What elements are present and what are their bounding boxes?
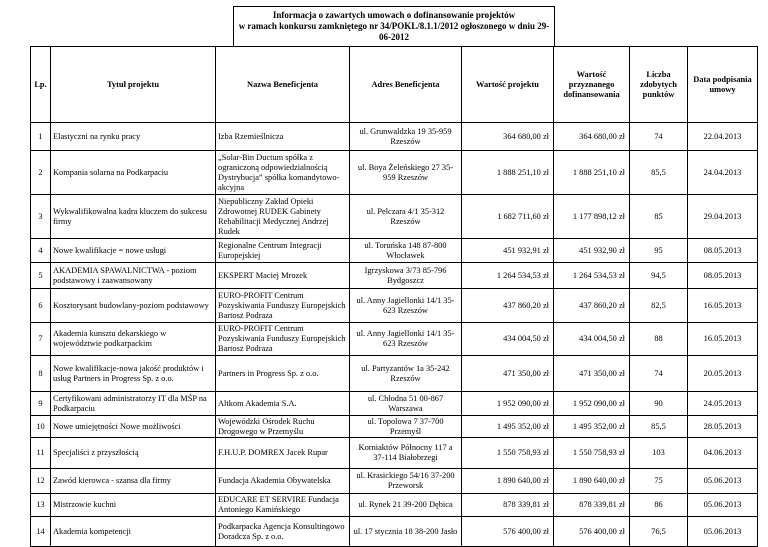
cell-date: 05.06.2013 bbox=[688, 469, 758, 494]
table-row bbox=[31, 356, 758, 392]
cell-points: 85 bbox=[630, 195, 688, 239]
cell-value: 471 350,00 zł bbox=[462, 356, 554, 392]
header-beneficiary: Nazwa Beneficjenta bbox=[216, 47, 350, 123]
document-sheet bbox=[30, 6, 757, 547]
cell-title: Kompania solarna na Podkarpaciu bbox=[51, 151, 216, 195]
cell-points: 74 bbox=[630, 356, 688, 392]
cell-beneficiary: EURO-PROFIT Centrum Pozyskiwania Funduszy Europejskich Bartosz Podraza bbox=[216, 323, 350, 356]
cell-title: Akademia kunsztu dekarskiego w województwie podkarpackim bbox=[51, 323, 216, 356]
cell-beneficiary: F.H.U.P. DOMREX Jacek Rupar bbox=[216, 438, 350, 469]
cell-funding: 1 550 758,93 zł bbox=[554, 438, 630, 469]
title-line-1: Informacja o zawartych umowach o dofinansowanie projektów bbox=[272, 10, 516, 20]
cell-beneficiary: Altkom Akademia S.A. bbox=[216, 392, 350, 416]
table-row bbox=[31, 151, 758, 195]
cell-funding: 576 400,00 zł bbox=[554, 517, 630, 547]
cell-title: Zawód kierowca - szansa dla firmy bbox=[51, 469, 216, 494]
table-row bbox=[31, 438, 758, 469]
cell-beneficiary: Podkarpacka Agencja Konsultingowo Doradcza Sp. z o.o. bbox=[216, 517, 350, 547]
cell-value: 878 339,81 zł bbox=[462, 494, 554, 517]
cell-beneficiary: Regionalne Centrum Integracji Europejskiej bbox=[216, 239, 350, 263]
cell-address: ul. Partyzantów 1a 35-242 Rzeszów bbox=[350, 356, 462, 392]
cell-funding: 451 932,90 zł bbox=[554, 239, 630, 263]
cell-address: ul. Krasickiego 54/16 37-200 Przeworsk bbox=[350, 469, 462, 494]
cell-points: 75 bbox=[630, 469, 688, 494]
contracts-table bbox=[30, 46, 758, 547]
cell-funding: 1 264 534,53 zł bbox=[554, 263, 630, 289]
cell-beneficiary: EKSPERT Maciej Mrozek bbox=[216, 263, 350, 289]
cell-date: 16.05.2013 bbox=[688, 323, 758, 356]
cell-lp: 13 bbox=[31, 494, 51, 517]
cell-funding: 471 350,00 zł bbox=[554, 356, 630, 392]
table-row bbox=[31, 263, 758, 289]
table-row bbox=[31, 392, 758, 416]
cell-value: 1 952 090,00 zł bbox=[462, 392, 554, 416]
cell-date: 16.05.2013 bbox=[688, 289, 758, 323]
table-row bbox=[31, 494, 758, 517]
table-header-row bbox=[31, 47, 758, 123]
table-row bbox=[31, 517, 758, 547]
header-address: Adres Beneficjenta bbox=[350, 47, 462, 123]
cell-title: Nowe kwalifikacje = nowe usługi bbox=[51, 239, 216, 263]
table-row bbox=[31, 416, 758, 438]
cell-beneficiary: EDUCARE ET SERVIRE Fundacja Antoniego Kamińskiego bbox=[216, 494, 350, 517]
cell-points: 95 bbox=[630, 239, 688, 263]
cell-value: 1 550 758,93 zł bbox=[462, 438, 554, 469]
table-row bbox=[31, 123, 758, 151]
cell-points: 85,5 bbox=[630, 416, 688, 438]
cell-address: ul. Anny Jagiellonki 14/1 35-623 Rzeszów bbox=[350, 323, 462, 356]
cell-lp: 5 bbox=[31, 263, 51, 289]
cell-value: 576 400,00 zł bbox=[462, 517, 554, 547]
cell-value: 1 890 640,00 zł bbox=[462, 469, 554, 494]
cell-lp: 12 bbox=[31, 469, 51, 494]
cell-title: Mistrzowie kuchni bbox=[51, 494, 216, 517]
cell-address: ul. 17 stycznia 18 38-200 Jasło bbox=[350, 517, 462, 547]
cell-date: 24.05.2013 bbox=[688, 392, 758, 416]
cell-lp: 11 bbox=[31, 438, 51, 469]
cell-beneficiary: Fundacja Akademia Obywatelska bbox=[216, 469, 350, 494]
cell-title: Akademia kompetencji bbox=[51, 517, 216, 547]
header-value: Wartość projektu bbox=[462, 47, 554, 123]
cell-beneficiary: Wojewódzki Ośrodek Ruchu Drogowego w Przemyślu bbox=[216, 416, 350, 438]
cell-title: Elastyczni na rynku pracy bbox=[51, 123, 216, 151]
table-row bbox=[31, 469, 758, 494]
cell-value: 1 264 534,53 zł bbox=[462, 263, 554, 289]
cell-beneficiary: Partners in Progress Sp. z o.o. bbox=[216, 356, 350, 392]
cell-title: AKADEMIA SPAWALNICTWA - poziom podstawowy i zaawansowany bbox=[51, 263, 216, 289]
cell-value: 1 495 352,00 zł bbox=[462, 416, 554, 438]
cell-address: ul. Anny Jagiellonki 14/1 35-623 Rzeszów bbox=[350, 289, 462, 323]
cell-points: 74 bbox=[630, 123, 688, 151]
cell-date: 08.05.2013 bbox=[688, 263, 758, 289]
cell-address: ul. Grunwaldzka 19 35-959 Rzeszów bbox=[350, 123, 462, 151]
cell-value: 364 680,00 zł bbox=[462, 123, 554, 151]
header-lp: Lp. bbox=[31, 47, 51, 123]
cell-date: 04.06.2013 bbox=[688, 438, 758, 469]
table-row bbox=[31, 239, 758, 263]
cell-title: Certyfikowani administratorzy IT dla MŚP na Podkarpaciu bbox=[51, 392, 216, 416]
cell-funding: 434 004,50 zł bbox=[554, 323, 630, 356]
cell-points: 85,5 bbox=[630, 151, 688, 195]
cell-address: Igrzyskowa 3/73 85-796 Bydgoszcz bbox=[350, 263, 462, 289]
cell-lp: 4 bbox=[31, 239, 51, 263]
cell-beneficiary: EURO-PROFIT Centrum Pozyskiwania Funduszy Europejskich Bartosz Podraza bbox=[216, 289, 350, 323]
title-line-2: w ramach konkursu zamkniętego nr 34/POKL/8.1.1/2012 ogłoszonego w dniu 29-06-2012 bbox=[238, 21, 550, 42]
cell-beneficiary: Izba Rzemieślnicza bbox=[216, 123, 350, 151]
cell-points: 103 bbox=[630, 438, 688, 469]
cell-lp: 14 bbox=[31, 517, 51, 547]
cell-funding: 437 860,20 zł bbox=[554, 289, 630, 323]
cell-date: 08.05.2013 bbox=[688, 239, 758, 263]
cell-funding: 1 177 898,12 zł bbox=[554, 195, 630, 239]
cell-title: Nowe kwalifikacje-nowa jakość produktów i usług Partners in Progress Sp. z o.o. bbox=[51, 356, 216, 392]
cell-date: 05.06.2013 bbox=[688, 517, 758, 547]
cell-address: ul. Topolowa 7 37-700 Przemyśl bbox=[350, 416, 462, 438]
cell-funding: 1 890 640,00 zł bbox=[554, 469, 630, 494]
cell-funding: 878 339,81 zł bbox=[554, 494, 630, 517]
cell-value: 451 932,91 zł bbox=[462, 239, 554, 263]
cell-points: 82,5 bbox=[630, 289, 688, 323]
cell-lp: 7 bbox=[31, 323, 51, 356]
table-body bbox=[31, 123, 758, 547]
cell-title: Specjaliści z przyszłością bbox=[51, 438, 216, 469]
cell-lp: 8 bbox=[31, 356, 51, 392]
cell-address: ul. Chłodna 51 00-867 Warszawa bbox=[350, 392, 462, 416]
cell-value: 437 860,20 zł bbox=[462, 289, 554, 323]
cell-lp: 3 bbox=[31, 195, 51, 239]
cell-date: 28.05.2013 bbox=[688, 416, 758, 438]
cell-points: 94,5 bbox=[630, 263, 688, 289]
cell-points: 88 bbox=[630, 323, 688, 356]
header-date: Data podpisania umowy bbox=[688, 47, 758, 123]
cell-funding: 1 952 090,00 zł bbox=[554, 392, 630, 416]
cell-date: 22.04.2013 bbox=[688, 123, 758, 151]
cell-lp: 9 bbox=[31, 392, 51, 416]
cell-date: 24.04.2013 bbox=[688, 151, 758, 195]
cell-value: 1 888 251,10 zł bbox=[462, 151, 554, 195]
cell-lp: 1 bbox=[31, 123, 51, 151]
cell-lp: 6 bbox=[31, 289, 51, 323]
cell-address: ul. Toruńska 148 87-800 Włocławek bbox=[350, 239, 462, 263]
table-row bbox=[31, 195, 758, 239]
cell-lp: 2 bbox=[31, 151, 51, 195]
cell-title: Nowe umiejętności Nowe możliwości bbox=[51, 416, 216, 438]
cell-lp: 10 bbox=[31, 416, 51, 438]
cell-points: 86 bbox=[630, 494, 688, 517]
cell-title: Kosztorysant budowlany-poziom podstawowy bbox=[51, 289, 216, 323]
cell-title: Wykwalifikowalna kadra kluczem do sukcesu firmy bbox=[51, 195, 216, 239]
cell-date: 05.06.2013 bbox=[688, 494, 758, 517]
cell-funding: 364 680,00 zł bbox=[554, 123, 630, 151]
table-row bbox=[31, 323, 758, 356]
cell-date: 20.05.2013 bbox=[688, 356, 758, 392]
cell-address: ul. Boya Żeleńskiego 27 35-959 Rzeszów bbox=[350, 151, 462, 195]
cell-address: ul. Pelczara 4/1 35-312 Rzeszów bbox=[350, 195, 462, 239]
cell-funding: 1 888 251,10 zł bbox=[554, 151, 630, 195]
header-title: Tytuł projektu bbox=[51, 47, 216, 123]
cell-beneficiary: „Solar-Bin Ductum spółka z ograniczoną odpowiedzialnością Dystrybucja” spółka komandytowo-akcyjna bbox=[216, 151, 350, 195]
cell-address: Korniaktów Północny 117 a 37-114 Białobrzegi bbox=[350, 438, 462, 469]
table-row bbox=[31, 289, 758, 323]
cell-date: 29.04.2013 bbox=[688, 195, 758, 239]
cell-address: ul. Rynek 21 39-200 Dębica bbox=[350, 494, 462, 517]
header-funding: Wartość przyznanego dofinansowania bbox=[554, 47, 630, 123]
cell-points: 90 bbox=[630, 392, 688, 416]
header-points: Liczba zdobytych punktów bbox=[630, 47, 688, 123]
document-title bbox=[233, 6, 555, 46]
cell-points: 76,5 bbox=[630, 517, 688, 547]
cell-funding: 1 495 352,00 zł bbox=[554, 416, 630, 438]
cell-value: 434 004,50 zł bbox=[462, 323, 554, 356]
cell-beneficiary: Niepubliczny Zakład Opieki Zdrowotnej RUDEK Gabinety Rehabilitacji Medycznej Andrzej Rudek bbox=[216, 195, 350, 239]
cell-value: 1 682 711,60 zł bbox=[462, 195, 554, 239]
